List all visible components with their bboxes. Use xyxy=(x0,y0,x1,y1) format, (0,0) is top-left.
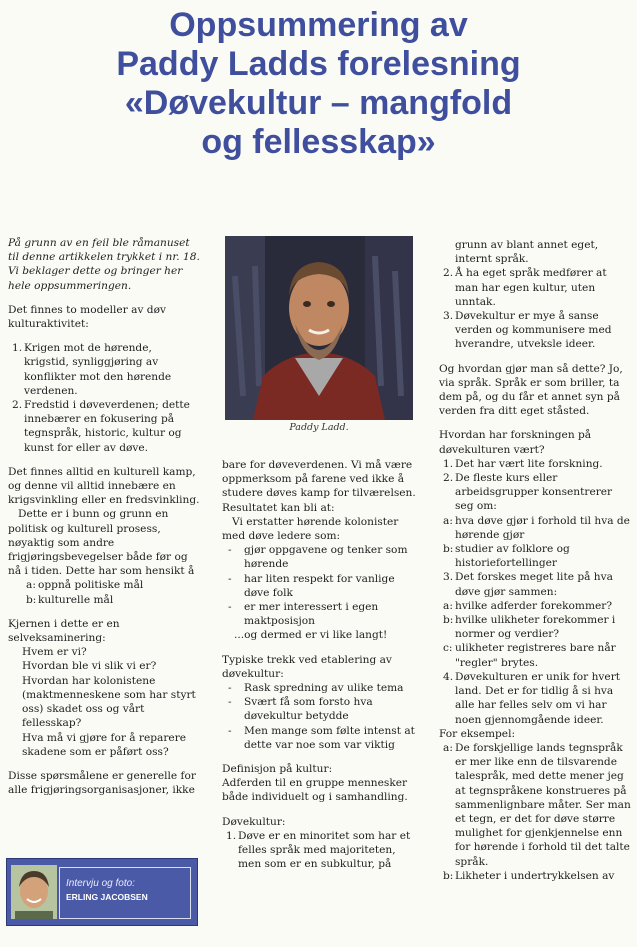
author-name: ERLING JACOBSEN xyxy=(66,892,148,902)
paragraph: Kjernen i dette er en selveksaminering: xyxy=(8,617,120,645)
paragraph: bare for døveverdenen. Vi må være oppmerksom på farene ved ikke å studere døves kamp for tilværelsen. Resultatet kan bli at: xyxy=(222,459,416,514)
deaf-culture-list xyxy=(222,829,416,872)
portrait-photo xyxy=(225,236,413,420)
article-title xyxy=(0,6,637,162)
credit-label: Intervju og foto: xyxy=(66,878,135,889)
paragraph: For eksempel: xyxy=(439,727,516,740)
title-line-1: Oppsummering av xyxy=(169,6,468,44)
list-item: - er mer interessert i egen maktposisjon xyxy=(228,601,379,628)
portrait-image xyxy=(225,236,413,420)
goal-list xyxy=(8,578,200,606)
paragraph: grunn av blant annet eget, internt språk. xyxy=(455,239,599,266)
subheading: Definisjon på kultur: xyxy=(222,763,333,776)
title-line-4: og fellesskap» xyxy=(201,123,436,161)
list-item: b: hvilke ulikheter forekommer i normer og verdier? xyxy=(443,614,616,641)
list-item: Hvem er vi? xyxy=(22,646,87,659)
model-list xyxy=(8,341,200,455)
list-item: a: hva døve gjør i forhold til hva de hørende gjør xyxy=(443,514,630,541)
list-item: Hvordan har kolonistene (maktmenneskene som har styrt oss) skadet oss og vårt fellesskap? xyxy=(22,674,196,730)
list-item: 1. Krigen mot de hørende, krigstid, synliggjøring av konflikter mot den hørende verdenen. xyxy=(12,342,172,397)
photo-caption: Paddy Ladd. xyxy=(289,422,349,433)
subheading: Typiske trekk ved etablering av døvekultur: xyxy=(222,653,392,680)
list-item: - Rask spredning av ulike tema xyxy=(228,682,404,695)
author-credit-box xyxy=(6,858,198,926)
title-line-2: Paddy Ladds forelesning xyxy=(116,45,521,83)
question-list xyxy=(8,645,200,759)
traits-list xyxy=(222,681,416,752)
column-3 xyxy=(439,238,631,893)
credit-frame xyxy=(59,867,191,919)
list-item: b: kulturelle mål xyxy=(26,593,114,606)
list-item: - har liten respekt for vanlige døve folk xyxy=(228,572,395,599)
list-item: - Men mange som følte intenst at dette var noe som var viktig xyxy=(228,724,415,751)
list-item: 2. De fleste kurs eller arbeidsgrupper konsentrerer seg om: xyxy=(443,472,613,513)
paragraph: ...og dermed er vi like langt! xyxy=(234,629,388,642)
list-item: a: De forskjellige lands tegnspråk er mer like enn de tilsvarende talespråk, med dette mener jeg at tegnspråkene konstrueres på sammenlignbare måter. Ser man et tegn, er det for døve større mulighet for gjenkjennelse enn for hørende i forhold til det talte språk. xyxy=(443,741,631,868)
editor-note: På grunn av en feil ble råmanuset til denne artikkelen trykket i nr. 18. Vi beklager dette og bringer her hele oppsummeringen. xyxy=(8,237,200,292)
title-line-3: «Døvekultur – mangfold xyxy=(124,84,513,122)
paragraph: Vi erstatter hørende kolonister med døve ledere som: xyxy=(222,515,399,543)
author-photo xyxy=(11,865,57,919)
paragraph: Adferden til en gruppe mennesker både individuelt og i samhandling. xyxy=(222,777,408,804)
list-item: - gjør oppgavene og tenker som hørende xyxy=(228,544,408,571)
paragraph: Og hvordan gjør man så dette? Jo, via språk. Språk er som briller, ta dem på, og du får et annet syn på verden fra ditt eget ståsted. xyxy=(439,362,623,418)
paragraph: Hvordan har forskningen på døvekulturen vært? xyxy=(439,429,592,456)
list-item: 2. Fredstid i døveverdenen; dette innebærer en fokusering på tegnspråk, historic, kultur og kunst for eller av døve. xyxy=(12,399,190,454)
column-2 xyxy=(222,458,416,881)
research-list xyxy=(439,457,631,727)
list-item: a: oppnå politiske mål xyxy=(26,579,144,592)
paragraph: Det finnes alltid en kulturell kamp, og denne vil alltid innebære en krigsvinkling eller en fredsvinkling. xyxy=(8,465,200,507)
paragraph: Det finnes to modeller av døv kulturaktivitet: xyxy=(8,303,166,331)
column-1 xyxy=(8,236,200,807)
list-item: 1. Det har vært lite forskning. xyxy=(443,457,603,470)
subheading: Døvekultur: xyxy=(222,815,286,828)
culture-list xyxy=(439,266,631,351)
example-list xyxy=(439,741,631,883)
list-item: c: ulikheter registreres bare når "regler" brytes. xyxy=(443,642,616,669)
list-item: Hva må vi gjøre for å reparere skadene som er påført oss? xyxy=(22,731,187,758)
list-item: Hvordan ble vi slik vi er? xyxy=(22,660,157,673)
leader-list xyxy=(222,543,416,628)
list-item: 3. Det forskes meget lite på hva døve gjør sammen: xyxy=(443,571,613,598)
list-item: - Svært få som forsto hva døvekultur betydde xyxy=(228,696,373,723)
list-item: b: Likheter i undertrykkelsen av xyxy=(443,869,615,882)
list-item: 4. Døvekulturen er unik for hvert land. Det er for tidlig å si hva alle har felles selv om vi har noen gjennomgående ideer. xyxy=(443,670,621,726)
list-item: a: hvilke adferder forekommer? xyxy=(443,599,613,612)
list-item: b: studier av folklore og historiefortellinger xyxy=(443,543,570,570)
author-image xyxy=(11,865,57,919)
list-item: 1. Døve er en minoritet som har et felles språk med majoriteten, men som er en subkultur, på xyxy=(226,829,411,871)
paragraph: Dette er i bunn og grunn en politisk og kulturell prosess, nøyaktig som andre frigjøringsbevegelser både før og nå i tiden. Dette har som hensikt å xyxy=(8,508,195,578)
list-item: 2. Å ha eget språk medfører at man har egen kultur, uten unntak. xyxy=(443,267,607,308)
list-item: 3. Døvekultur er mye å sanse verden og kommunisere med hverandre, utveksle ideer. xyxy=(443,310,612,351)
paragraph: Disse spørsmålene er generelle for alle frigjøringsorganisasjoner, ikke xyxy=(8,769,196,797)
